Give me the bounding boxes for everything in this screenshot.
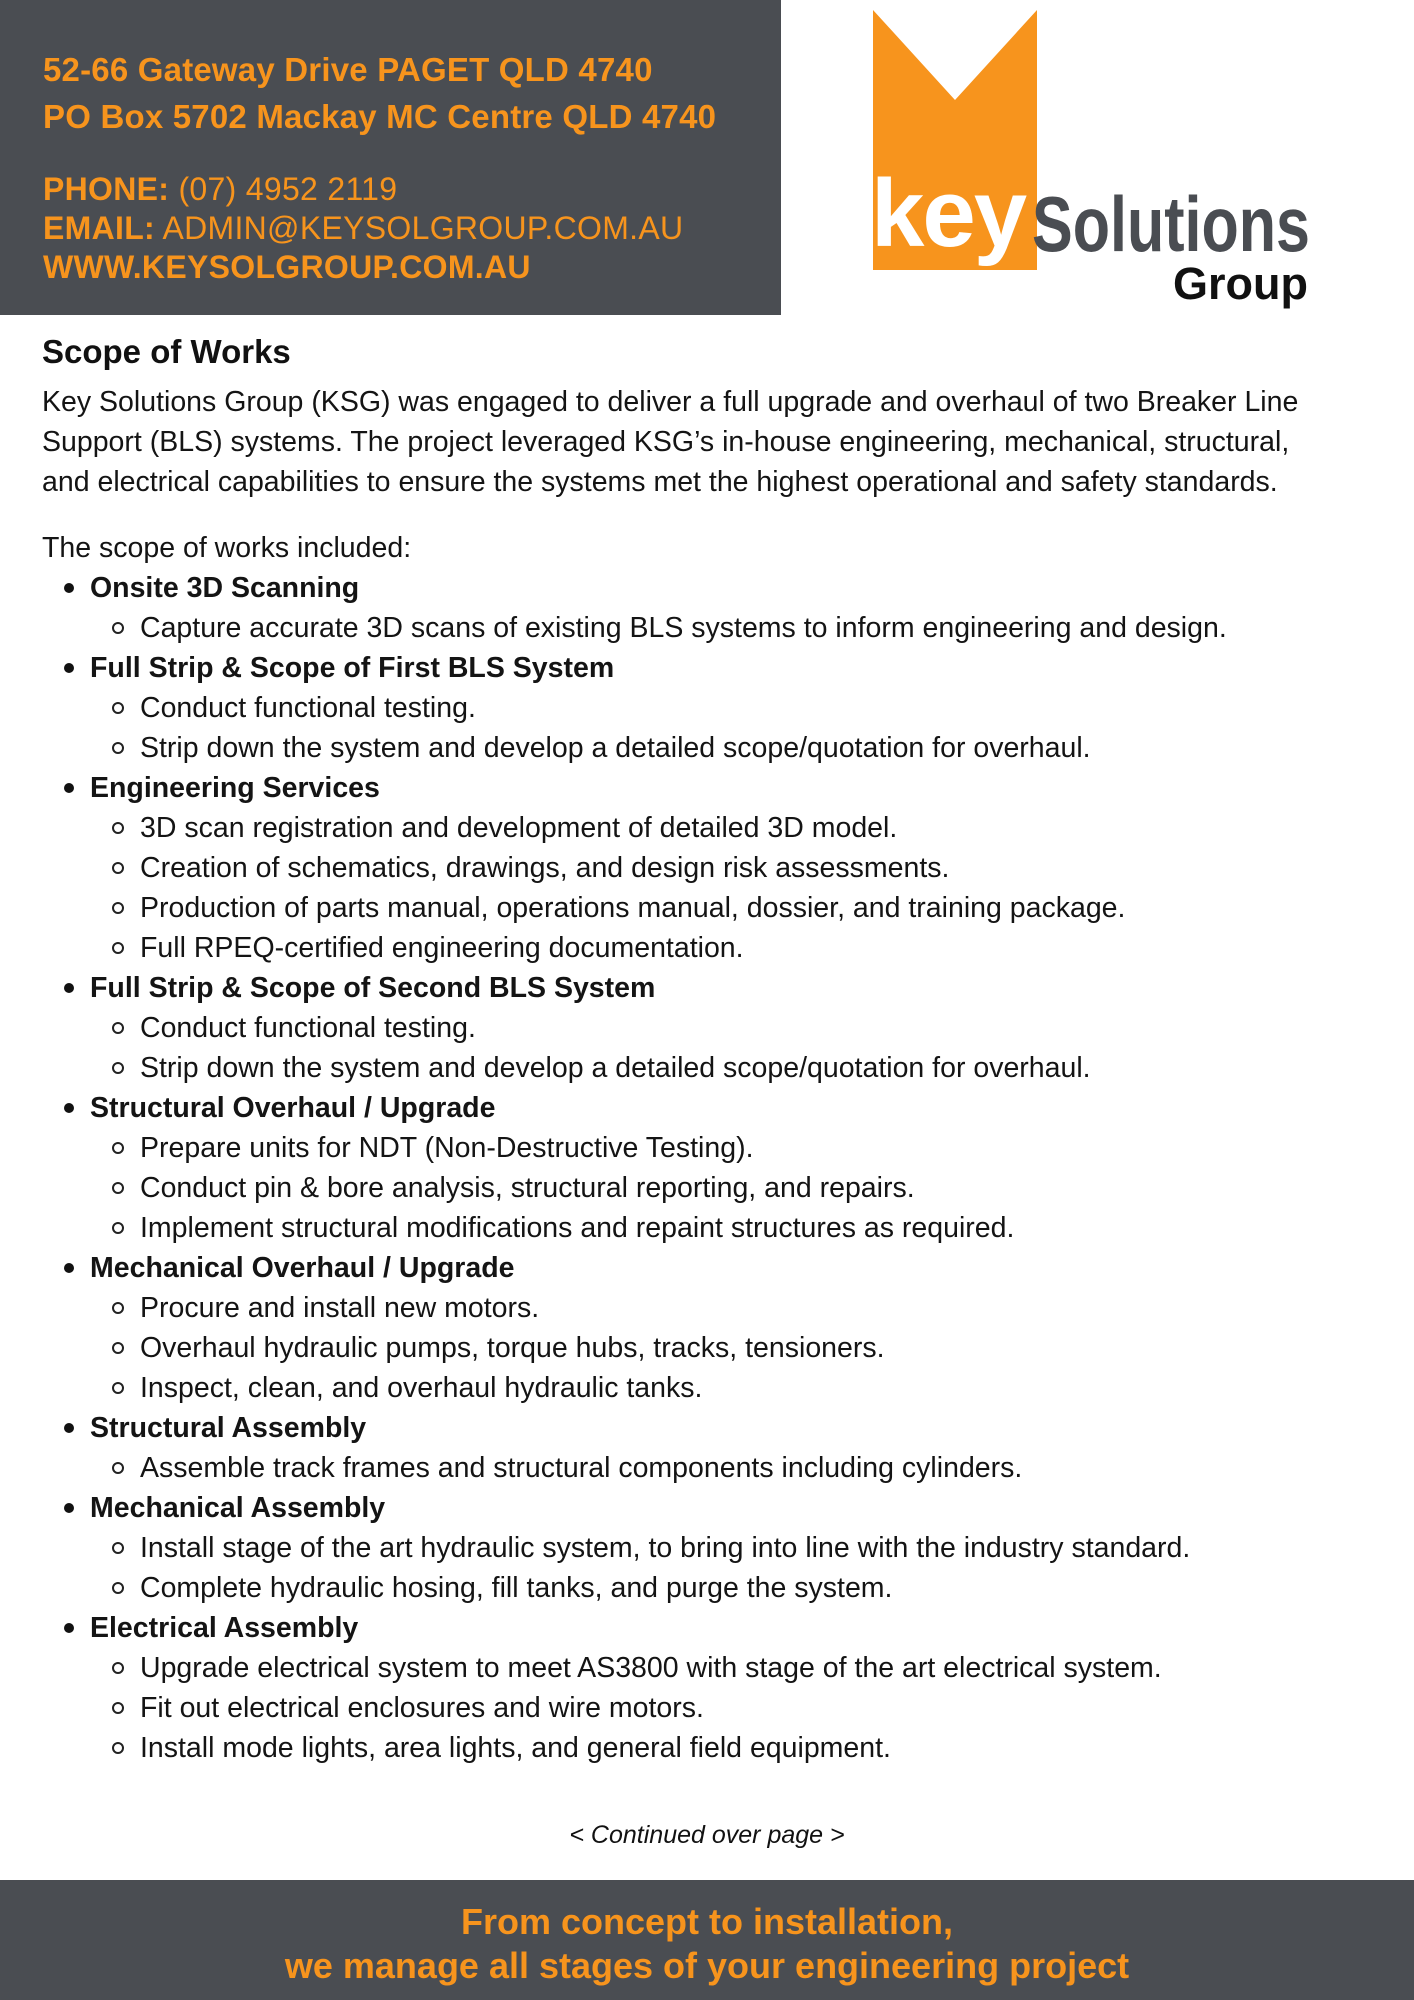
scope-topic bbox=[42, 1608, 1382, 1768]
company-logo bbox=[870, 8, 1320, 308]
hollow-bullet-icon bbox=[112, 702, 124, 714]
scope-subitem bbox=[90, 808, 1382, 848]
hollow-bullet-icon bbox=[112, 622, 124, 634]
hollow-bullet-icon bbox=[112, 1022, 124, 1034]
scope-subitem-text: 3D scan registration and development of detailed 3D model. bbox=[140, 812, 898, 844]
scope-topic-title: Structural Overhaul / Upgrade bbox=[90, 1092, 496, 1124]
hollow-bullet-icon bbox=[112, 1302, 124, 1314]
email-value[interactable]: ADMIN@KEYSOLGROUP.COM.AU bbox=[162, 210, 684, 246]
scope-subitem bbox=[90, 928, 1382, 968]
scope-subitem-text: Prepare units for NDT (Non-Destructive Testing). bbox=[140, 1132, 754, 1164]
scope-subitem-text: Assemble track frames and structural components including cylinders. bbox=[140, 1452, 1023, 1484]
scope-subitems bbox=[90, 1288, 1382, 1408]
scope-subitems bbox=[90, 1448, 1382, 1488]
scope-subitem-text: Install stage of the art hydraulic system, to bring into line with the industry standard. bbox=[140, 1532, 1191, 1564]
scope-subitem-text: Procure and install new motors. bbox=[140, 1292, 540, 1324]
scope-subitem bbox=[90, 688, 1382, 728]
footer-tagline-line-1: From concept to installation, bbox=[460, 1901, 954, 1942]
scope-subitem bbox=[90, 728, 1382, 768]
scope-subitem bbox=[90, 608, 1382, 648]
scope-lead: The scope of works included: bbox=[42, 532, 412, 564]
scope-of-works-section bbox=[42, 328, 1382, 1768]
hollow-bullet-icon bbox=[112, 1382, 124, 1394]
logo-word-solutions: Solutions bbox=[1032, 180, 1310, 268]
scope-topic-title: Electrical Assembly bbox=[90, 1612, 359, 1644]
scope-topic-title: Full Strip & Scope of First BLS System bbox=[90, 652, 615, 684]
footer-tagline-line-2: we manage all stages of your engineering project bbox=[284, 1945, 1130, 1986]
scope-subitem bbox=[90, 1368, 1382, 1408]
hollow-bullet-icon bbox=[112, 942, 124, 954]
scope-subitem bbox=[90, 1168, 1382, 1208]
hollow-bullet-icon bbox=[112, 1142, 124, 1154]
scope-subitem-text: Implement structural modifications and repaint structures as required. bbox=[140, 1212, 1015, 1244]
scope-subitem bbox=[90, 1048, 1382, 1088]
scope-subitem-text: Creation of schematics, drawings, and design risk assessments. bbox=[140, 852, 950, 884]
scope-subitem bbox=[90, 1288, 1382, 1328]
scope-subitem bbox=[90, 1328, 1382, 1368]
scope-subitem bbox=[90, 1568, 1382, 1608]
scope-subitem-text: Full RPEQ-certified engineering documentation. bbox=[140, 932, 744, 964]
scope-subitem-text: Conduct pin & bore analysis, structural reporting, and repairs. bbox=[140, 1172, 915, 1204]
phone-value[interactable]: (07) 4952 2119 bbox=[178, 171, 398, 207]
bullet-icon bbox=[64, 1263, 74, 1273]
hollow-bullet-icon bbox=[112, 902, 124, 914]
bullet-icon bbox=[64, 1503, 74, 1513]
scope-topic bbox=[42, 1088, 1382, 1248]
scope-subitems bbox=[90, 1008, 1382, 1088]
scope-subitem-text: Conduct functional testing. bbox=[140, 1012, 476, 1044]
address-line-2: PO Box 5702 Mackay MC Centre QLD 4740 bbox=[43, 98, 717, 135]
email-label: EMAIL: bbox=[43, 210, 156, 246]
scope-subitem bbox=[90, 1008, 1382, 1048]
scope-topic bbox=[42, 648, 1382, 768]
scope-topic-title: Engineering Services bbox=[90, 772, 380, 804]
hollow-bullet-icon bbox=[112, 1462, 124, 1474]
hollow-bullet-icon bbox=[112, 1742, 124, 1754]
website-link[interactable]: WWW.KEYSOLGROUP.COM.AU bbox=[43, 249, 531, 285]
scope-subitems bbox=[90, 1528, 1382, 1608]
logo-word-key: key bbox=[871, 160, 1026, 267]
logo-word-group: Group bbox=[1173, 258, 1308, 309]
contact-panel bbox=[0, 0, 781, 315]
scope-subitem-text: Overhaul hydraulic pumps, torque hubs, tracks, tensioners. bbox=[140, 1332, 885, 1364]
phone-label: PHONE: bbox=[43, 171, 170, 207]
intro-paragraph: Key Solutions Group (KSG) was engaged to deliver a full upgrade and overhaul of two Breaker Line Support (BLS) systems. The project leveraged KSG’s in-house engineering, mechanical, structural, and electrical capabilities to ensure the systems met the highest operational and safety standards. bbox=[42, 386, 1299, 498]
scope-subitem-text: Capture accurate 3D scans of existing BLS systems to inform engineering and design. bbox=[140, 612, 1227, 644]
scope-subitems bbox=[90, 688, 1382, 768]
scope-subitem bbox=[90, 1128, 1382, 1168]
scope-subitem bbox=[90, 1728, 1382, 1768]
scope-subitem-text: Install mode lights, area lights, and general field equipment. bbox=[140, 1732, 891, 1764]
scope-subitem bbox=[90, 1448, 1382, 1488]
scope-subitem-text: Inspect, clean, and overhaul hydraulic tanks. bbox=[140, 1372, 703, 1404]
scope-subitems bbox=[90, 1648, 1382, 1768]
hollow-bullet-icon bbox=[112, 1662, 124, 1674]
scope-subitem-text: Conduct functional testing. bbox=[140, 692, 476, 724]
scope-subitems bbox=[90, 1128, 1382, 1248]
scope-subitem-text: Upgrade electrical system to meet AS3800 with stage of the art electrical system. bbox=[140, 1652, 1162, 1684]
scope-list bbox=[42, 568, 1382, 1768]
scope-subitems bbox=[90, 608, 1382, 648]
scope-topic bbox=[42, 1488, 1382, 1608]
scope-topic bbox=[42, 1408, 1382, 1488]
footer-banner bbox=[0, 1880, 1414, 2000]
bullet-icon bbox=[64, 783, 74, 793]
hollow-bullet-icon bbox=[112, 1582, 124, 1594]
scope-subitem-text: Strip down the system and develop a detailed scope/quotation for overhaul. bbox=[140, 1052, 1091, 1084]
key-solutions-logo bbox=[870, 8, 1320, 308]
scope-subitem bbox=[90, 888, 1382, 928]
scope-subitem bbox=[90, 1208, 1382, 1248]
address-line-1: 52-66 Gateway Drive PAGET QLD 4740 bbox=[43, 51, 653, 88]
hollow-bullet-icon bbox=[112, 862, 124, 874]
scope-subitem-text: Fit out electrical enclosures and wire motors. bbox=[140, 1692, 704, 1724]
hollow-bullet-icon bbox=[112, 822, 124, 834]
scope-topic bbox=[42, 1248, 1382, 1408]
scope-topic bbox=[42, 968, 1382, 1088]
bullet-icon bbox=[64, 1623, 74, 1633]
hollow-bullet-icon bbox=[112, 1342, 124, 1354]
scope-topic-title: Mechanical Assembly bbox=[90, 1492, 386, 1524]
scope-topic-title: Full Strip & Scope of Second BLS System bbox=[90, 972, 656, 1004]
hollow-bullet-icon bbox=[112, 1222, 124, 1234]
scope-subitem bbox=[90, 1648, 1382, 1688]
hollow-bullet-icon bbox=[112, 742, 124, 754]
scope-topic-title: Mechanical Overhaul / Upgrade bbox=[90, 1252, 515, 1284]
scope-subitem bbox=[90, 1528, 1382, 1568]
hollow-bullet-icon bbox=[112, 1542, 124, 1554]
bullet-icon bbox=[64, 583, 74, 593]
bullet-icon bbox=[64, 1103, 74, 1113]
scope-topic-title: Structural Assembly bbox=[90, 1412, 367, 1444]
bullet-icon bbox=[64, 1423, 74, 1433]
scope-topic-title: Onsite 3D Scanning bbox=[90, 572, 360, 604]
bullet-icon bbox=[64, 663, 74, 673]
phone-line bbox=[43, 170, 781, 209]
scope-topic bbox=[42, 768, 1382, 968]
hollow-bullet-icon bbox=[112, 1062, 124, 1074]
bullet-icon bbox=[64, 983, 74, 993]
scope-subitem bbox=[90, 848, 1382, 888]
scope-subitem-text: Strip down the system and develop a detailed scope/quotation for overhaul. bbox=[140, 732, 1091, 764]
continued-note: < Continued over page > bbox=[569, 1821, 845, 1849]
page-title: Scope of Works bbox=[42, 333, 291, 370]
scope-subitem-text: Production of parts manual, operations manual, dossier, and training package. bbox=[140, 892, 1126, 924]
hollow-bullet-icon bbox=[112, 1182, 124, 1194]
scope-subitem bbox=[90, 1688, 1382, 1728]
scope-subitem-text: Complete hydraulic hosing, fill tanks, and purge the system. bbox=[140, 1572, 893, 1604]
hollow-bullet-icon bbox=[112, 1702, 124, 1714]
email-line bbox=[43, 209, 781, 248]
scope-subitems bbox=[90, 808, 1382, 968]
scope-topic bbox=[42, 568, 1382, 648]
